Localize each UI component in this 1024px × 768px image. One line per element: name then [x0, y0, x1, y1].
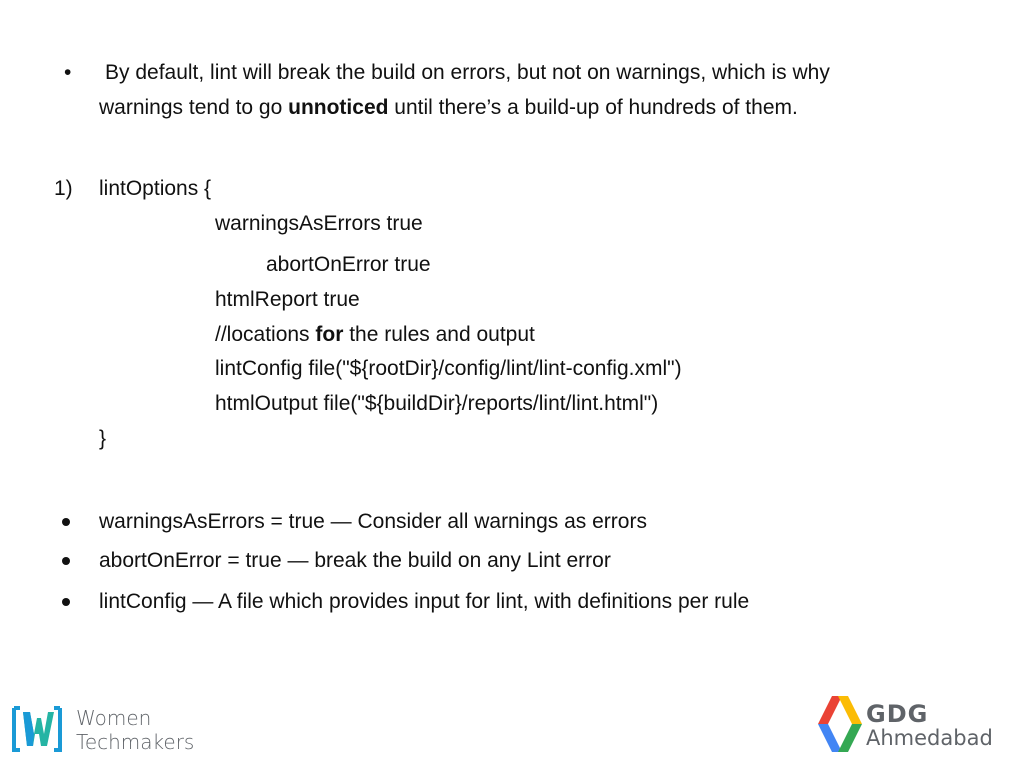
bullet-item-lint-config: lintConfig — A file which provides input for lint, with definitions per rule [99, 590, 750, 613]
code-line-html-output: htmlOutput file("${buildDir}/reports/lint/lint.html") [215, 392, 659, 415]
wtm-line-1: Women [76, 706, 152, 730]
bullet-dot-1 [62, 518, 70, 526]
code-comment [215, 322, 535, 348]
code-line-lint-config: lintConfig file("${rootDir}/config/lint/lint-config.xml") [215, 357, 682, 380]
intro-line-2-pre: warnings tend to go [99, 96, 289, 119]
code-comment-pre: //locations [215, 323, 316, 346]
code-list-number: 1) [54, 177, 73, 200]
gdg-city: Ahmedabad [866, 726, 993, 750]
intro-bullet-symbol: • [64, 61, 72, 84]
code-line-html-report: htmlReport true [215, 288, 360, 311]
bullet-dot-2 [62, 557, 70, 565]
code-comment-keyword: for [315, 323, 344, 346]
gdg-chevron-logo-icon [818, 696, 862, 752]
women-techmakers-logo-icon [12, 704, 62, 754]
wtm-line-2: Techmakers [76, 730, 195, 754]
code-open: lintOptions { [99, 177, 212, 200]
code-close: } [99, 427, 107, 450]
bullet-dot-3 [62, 598, 70, 606]
intro-line-2 [99, 95, 798, 121]
gdg-title: GDG [866, 700, 929, 728]
bullet-item-abort-on-error: abortOnError = true — break the build on any Lint error [99, 549, 611, 572]
intro-line-1: By default, lint will break the build on errors, but not on warnings, which is why [105, 61, 830, 84]
code-comment-post: the rules and output [343, 323, 535, 346]
bullet-item-warnings-as-errors: warningsAsErrors = true — Consider all warnings as errors [99, 510, 647, 533]
code-line-warnings-as-errors: warningsAsErrors true [215, 212, 423, 235]
intro-emphasis: unnoticed [288, 96, 389, 119]
code-line-abort-on-error: abortOnError true [266, 253, 431, 276]
intro-line-2-post: until there’s a build-up of hundreds of them. [388, 96, 798, 119]
